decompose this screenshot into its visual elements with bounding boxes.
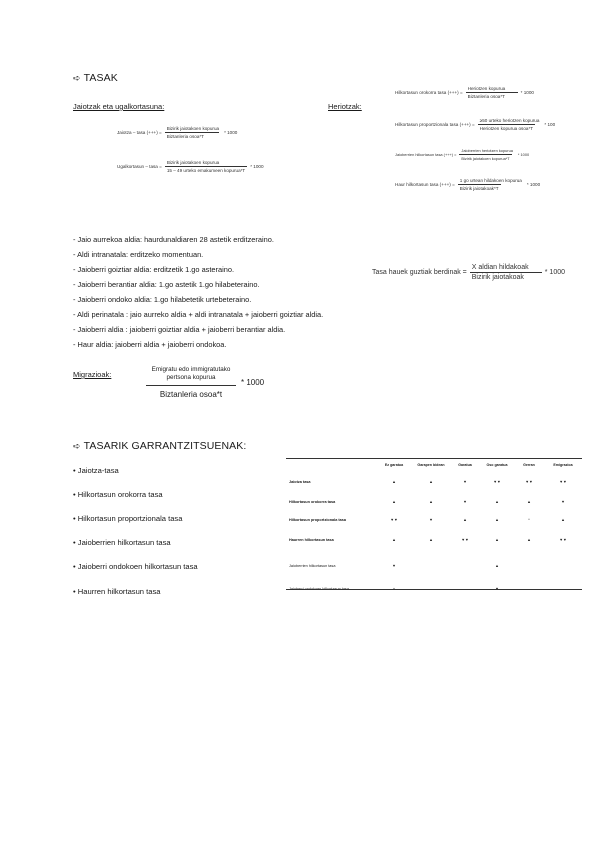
table-header-cell: Garapen bidean [417, 463, 445, 467]
list-item: • Hilkortasun proportzionala tasa [73, 514, 183, 523]
subsection-migrazioak: Migrazioak: [73, 370, 112, 379]
list-item: • Hilkortasun orokorra tasa [73, 490, 163, 499]
table-cell: ▲ [392, 500, 396, 504]
row-label: Jaiotza tasa [289, 480, 311, 484]
formula-jaioberrien-hilkortasuna: Jaioberrien hilkortasun tasa (+++) = $\frac{\text{Jaioberrien heriotzen kopurua}}{\text{Bizirik jaiotakoen kopurua*T}}$ * 1000 [395, 148, 530, 161]
list-item: - Jaioberri ondoko aldia: 1.go hilabetetik urtebeteraino. [73, 295, 252, 304]
subsection-jaiotzak: Jaiotzak eta ugalkortasuna: [73, 102, 165, 111]
definitions-list [73, 232, 323, 352]
table-cell [544, 551, 582, 581]
table-row [286, 529, 582, 551]
list-item: • Jaioberrien hilkortasun tasa [73, 538, 171, 547]
row-label: Haurren hilkortasun tasa [289, 538, 334, 542]
list-item: - Jaioberri aldia : jaioberri goiztiar aldia + jaioberri berantiar aldia. [73, 325, 286, 334]
table-cell: ▼ [429, 518, 433, 522]
row-label: Hilkortasun orokorra tasa [289, 500, 336, 504]
table-cell: ▲ [392, 480, 396, 484]
table-cell [514, 551, 544, 581]
list-item: • Jaiotza-tasa [73, 466, 119, 475]
section-tasak-title [73, 72, 118, 84]
formula-ugalkortasun-tasa: Ugalkortasun – tasa = $\frac{\text{Bizirik jaiotakoen kopurua}}{\text{15 – 49 urteko emakumeen kopurua*T}}$ * 1000 [117, 160, 264, 173]
list-item: • Jaioberri ondokoen hilkortasun tasa [73, 562, 198, 571]
section-title-text: TASAK [83, 72, 118, 84]
table-row [286, 551, 582, 581]
table-row [286, 493, 582, 511]
table-cell: ▼▼ [493, 480, 501, 484]
table-header-row [286, 459, 582, 471]
table-cell: * [528, 518, 530, 522]
subsection-heriotzak: Heriotzak: [328, 102, 362, 111]
table-cell: ▼ [561, 500, 565, 504]
table-cell: ▼ [495, 587, 499, 591]
table-cell: ▲ [561, 518, 565, 522]
rates-table [286, 459, 582, 597]
table-cell: ▲ [429, 538, 433, 542]
table-cell: ▲ [527, 500, 531, 504]
table-cell: ▼ [463, 500, 467, 504]
table-cell: ▲ [429, 480, 433, 484]
list-item: - Aldi perinatala : jaio aurreko aldia + aldi intranatala + jaioberri goiztiar aldia. [73, 310, 324, 319]
table-header-cell: Oso garatua [486, 463, 508, 467]
arrow-icon: ➪ [73, 73, 81, 83]
table-cell [450, 551, 480, 581]
table-cell: ▲ [495, 564, 499, 568]
list-item: - Jaioberri goiztiar aldia: erditzetik 1.go asteraino. [73, 265, 235, 274]
list-item: - Jaio aurrekoa aldia: haurdunaldiaren 28 astetik erditzeraino. [73, 235, 274, 244]
table-header-cell: Emigrazioa [553, 463, 573, 467]
table-cell: ▲ [392, 587, 396, 591]
table-cell: ▲ [495, 518, 499, 522]
table-header-cell: Gerran [523, 463, 535, 467]
table-cell: ▲ [463, 518, 467, 522]
section-title-text: TASARIK GARRANTZITSUENAK: [83, 440, 247, 452]
table-cell [412, 551, 450, 581]
table-header-cell [286, 459, 376, 471]
row-label: Jaioberrien hilkortasun tasa [289, 564, 336, 568]
row-label: Jaioberri ondokoen hilkortasun tasa [289, 587, 349, 591]
formula-haur-hilkortasuna: Haur hilkortasun tasa (+++) = $\frac{\text{1 go urtean hildakoen kopurua}}{\text{Bizirik jaiotakoak*T}}$ * 1000 [395, 178, 541, 191]
table-bottom-rule [286, 589, 582, 590]
formula-aldi-tasa: Tasa hauek guztiak berdinak = $\frac{\text{X aldian hildakoak}}{\text{Bizirik jaiotakoak}}$ * 1000 [372, 264, 566, 281]
table-cell: ▲ [527, 538, 531, 542]
table-cell: ▲ [429, 500, 433, 504]
list-item: - Aldi intranatala: erditzeko momentuan. [73, 250, 204, 259]
table-cell: ▼▼ [525, 480, 533, 484]
table-header-cell: Ez garatua [384, 463, 404, 467]
formula-jaiotza-tasa: Jaiotza – tasa (+++) = $\frac{\text{Bizirik jaiotakoen kopurua}}{\text{Biztanleria osoa*T}}$ * 1000 [117, 126, 238, 139]
formula-migrazio-tasa: $\frac{\text{Emigratu edo immigratutako pertsona kopurua}}{\text{Biztanleria osoa*t}}$ * 1000 [143, 366, 264, 399]
table-cell: ▼▼ [461, 538, 469, 542]
table-cell: ▲ [495, 500, 499, 504]
list-item: • Haurren hilkortasun tasa [73, 587, 161, 596]
table-row [286, 471, 582, 493]
table-cell: ▲ [392, 538, 396, 542]
table-cell: ▼ [392, 564, 396, 568]
table-cell: ▼ [463, 480, 467, 484]
table-header-cell: Garatua [458, 463, 472, 467]
table-cell: ▼▼ [559, 480, 567, 484]
list-item: - Jaioberri berantiar aldia: 1.go astetik 1.go hilabeteraino. [73, 280, 260, 289]
table-cell: ▲ [495, 538, 499, 542]
table-cell: ▼▼ [390, 518, 398, 522]
table-cell: ▼▼ [559, 538, 567, 542]
section-garrantzitsuenak-title [73, 440, 246, 452]
formula-hilkortasun-orokorra: Hilkortasun orokorra tasa (+++) = $\frac{\text{Heriotzen kopurua}}{\text{Biztanleria osoa*T}}$ * 1000 [395, 86, 534, 99]
table-row [286, 511, 582, 529]
arrow-icon: ➪ [73, 441, 81, 451]
list-item: - Haur aldia: jaioberri aldia + jaioberri ondokoa. [73, 340, 227, 349]
formula-hilkortasun-proportzionala: Hilkortasun proportzionala tasa (+++) = $\frac{\text{≥50 urteko heriotzen kopurua}}{\text{Heriotzen kopurua osoa*T}}$ * 100 [395, 118, 556, 131]
row-label: Hilkortasun proportzionala tasa [289, 518, 346, 522]
